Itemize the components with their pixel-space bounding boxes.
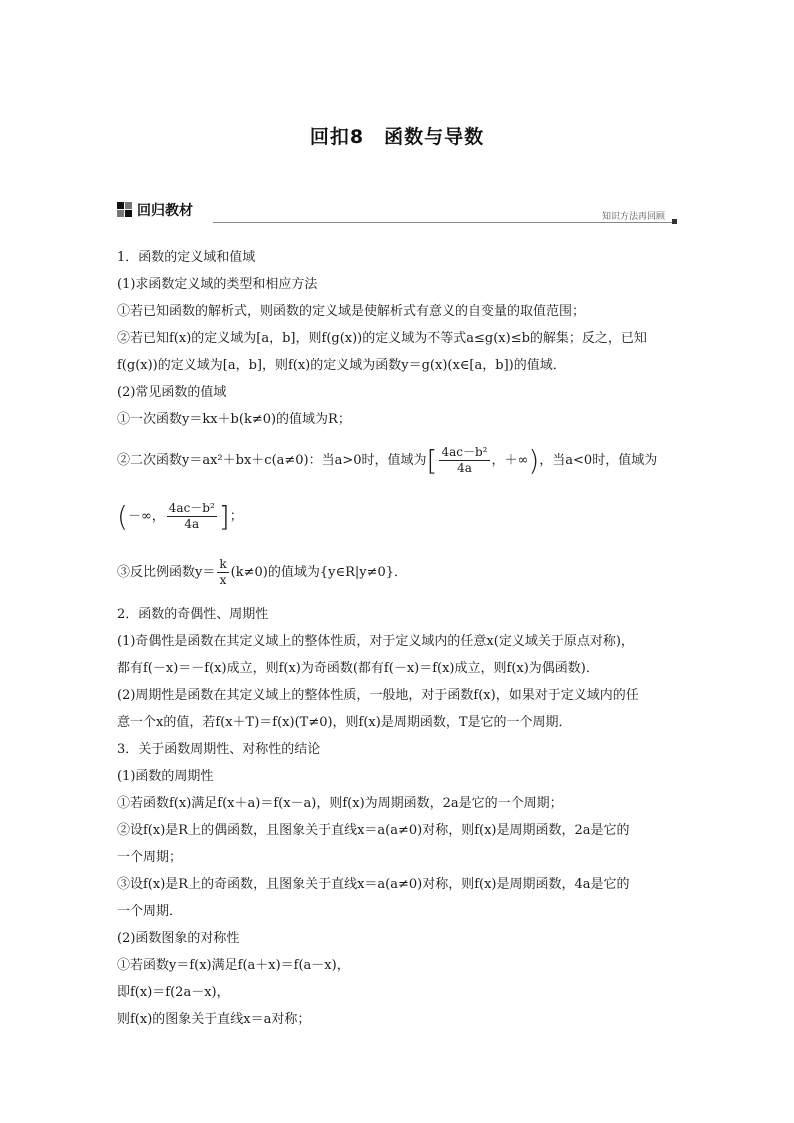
- formula-text: (k≠0)的值域为{y∈R|y≠0}．: [230, 565, 408, 580]
- paragraph: ①若函数y＝f(x)满足f(a＋x)＝f(a－x)，: [117, 958, 350, 973]
- fraction-denominator: 4a: [457, 461, 472, 475]
- paragraph: 意一个x的值，若f(x＋T)＝f(x)(T≠0)，则f(x)是周期函数，T是它的一个周期．: [117, 715, 572, 730]
- fraction-numerator: k: [219, 557, 227, 571]
- formula-text: ，当a<0时，值域为: [539, 453, 658, 468]
- paragraph: 都有f(－x)＝－f(x)成立，则f(x)为奇函数(都有f(－x)＝f(x)成立，则f(x)为偶函数)．: [117, 661, 599, 676]
- paragraph: ②设f(x)是R上的偶函数，且图象关于直线x＝a(a≠0)对称，则f(x)是周期函数，2a是它的: [117, 823, 630, 838]
- paragraph: ②若已知f(x)的定义域为[a，b]，则f(g(x))的定义域为不等式a≤g(x)≤b的解集；反之，已知: [117, 331, 647, 346]
- paragraph: ①一次函数y＝kx＋b(k≠0)的值域为R；: [117, 412, 351, 427]
- paragraph: 一个周期；: [117, 850, 183, 865]
- fraction-numerator: 4ac－b²: [441, 445, 488, 459]
- section-heading: 1．函数的定义域和值域: [117, 250, 256, 265]
- fraction-numerator: 4ac－b²: [168, 501, 215, 515]
- formula-text: －∞，: [127, 509, 165, 524]
- left-bracket: [: [426, 443, 438, 477]
- paragraph: (1)求函数定义域的类型和相应方法: [117, 277, 318, 292]
- paragraph: (2)函数图象的对称性: [117, 931, 240, 946]
- formula-text: ③反比例函数y＝: [117, 565, 216, 580]
- formula-line: [117, 489, 677, 545]
- banner-label: 回归教材: [137, 203, 193, 219]
- banner-subtitle: 知识方法再回顾: [601, 212, 665, 222]
- checker-icon: [117, 202, 132, 217]
- paragraph: (2)周期性是函数在其定义域上的整体性质，一般地，对于函数f(x)，如果对于定义域内的任: [117, 688, 639, 703]
- paragraph: (1)奇偶性是函数在其定义域上的整体性质，对于定义域内的任意x(定义域关于原点对称)，: [117, 634, 634, 649]
- formula-text: ，＋∞: [491, 453, 529, 468]
- paragraph: ③设f(x)是R上的奇函数，且图象关于直线x＝a(a≠0)对称，则f(x)是周期函数，4a是它的: [117, 877, 630, 892]
- paragraph: f(g(x))的定义域为[a，b]，则f(x)的定义域为函数y＝g(x)(x∈[a，b])的值域．: [117, 358, 566, 373]
- formula-text: ；: [229, 509, 243, 524]
- section-banner: [117, 200, 677, 226]
- right-paren: ): [528, 443, 540, 477]
- document-body: [117, 244, 677, 1033]
- fraction-denominator: 4a: [184, 517, 200, 531]
- paragraph: (1)函数的周期性: [117, 769, 214, 784]
- formula-line: [117, 545, 677, 601]
- fraction-denominator: x: [219, 573, 227, 587]
- paragraph: ①若已知函数的解析式，则函数的定义域是使解析式有意义的自变量的取值范围；: [117, 304, 586, 319]
- fraction: [439, 445, 489, 476]
- formula-line: [117, 433, 677, 489]
- paragraph: ①若函数f(x)满足f(x＋a)＝f(x－a)，则f(x)为周期函数，2a是它的一个周期；: [117, 796, 563, 811]
- right-bracket: ]: [218, 499, 230, 533]
- formula-text: ②二次函数y＝ax²＋bx＋c(a≠0)：当a>0时，值域为: [117, 453, 427, 468]
- paragraph: 一个周期．: [117, 904, 183, 919]
- banner-rule: [213, 222, 677, 223]
- page-title: 回扣8 函数与导数: [309, 126, 485, 148]
- paragraph: (2)常见函数的值域: [117, 385, 227, 400]
- paragraph: 则f(x)的图象关于直线x＝a对称；: [117, 1012, 311, 1027]
- fraction: [167, 501, 217, 532]
- section-heading: 3．关于函数周期性、对称性的结论: [117, 742, 321, 757]
- section-heading: 2．函数的奇偶性、周期性: [117, 607, 269, 622]
- paragraph: 即f(x)＝f(2a－x)，: [117, 985, 230, 1000]
- banner-end-mark: [672, 219, 677, 224]
- left-paren: (: [117, 499, 128, 533]
- fraction: [217, 557, 228, 588]
